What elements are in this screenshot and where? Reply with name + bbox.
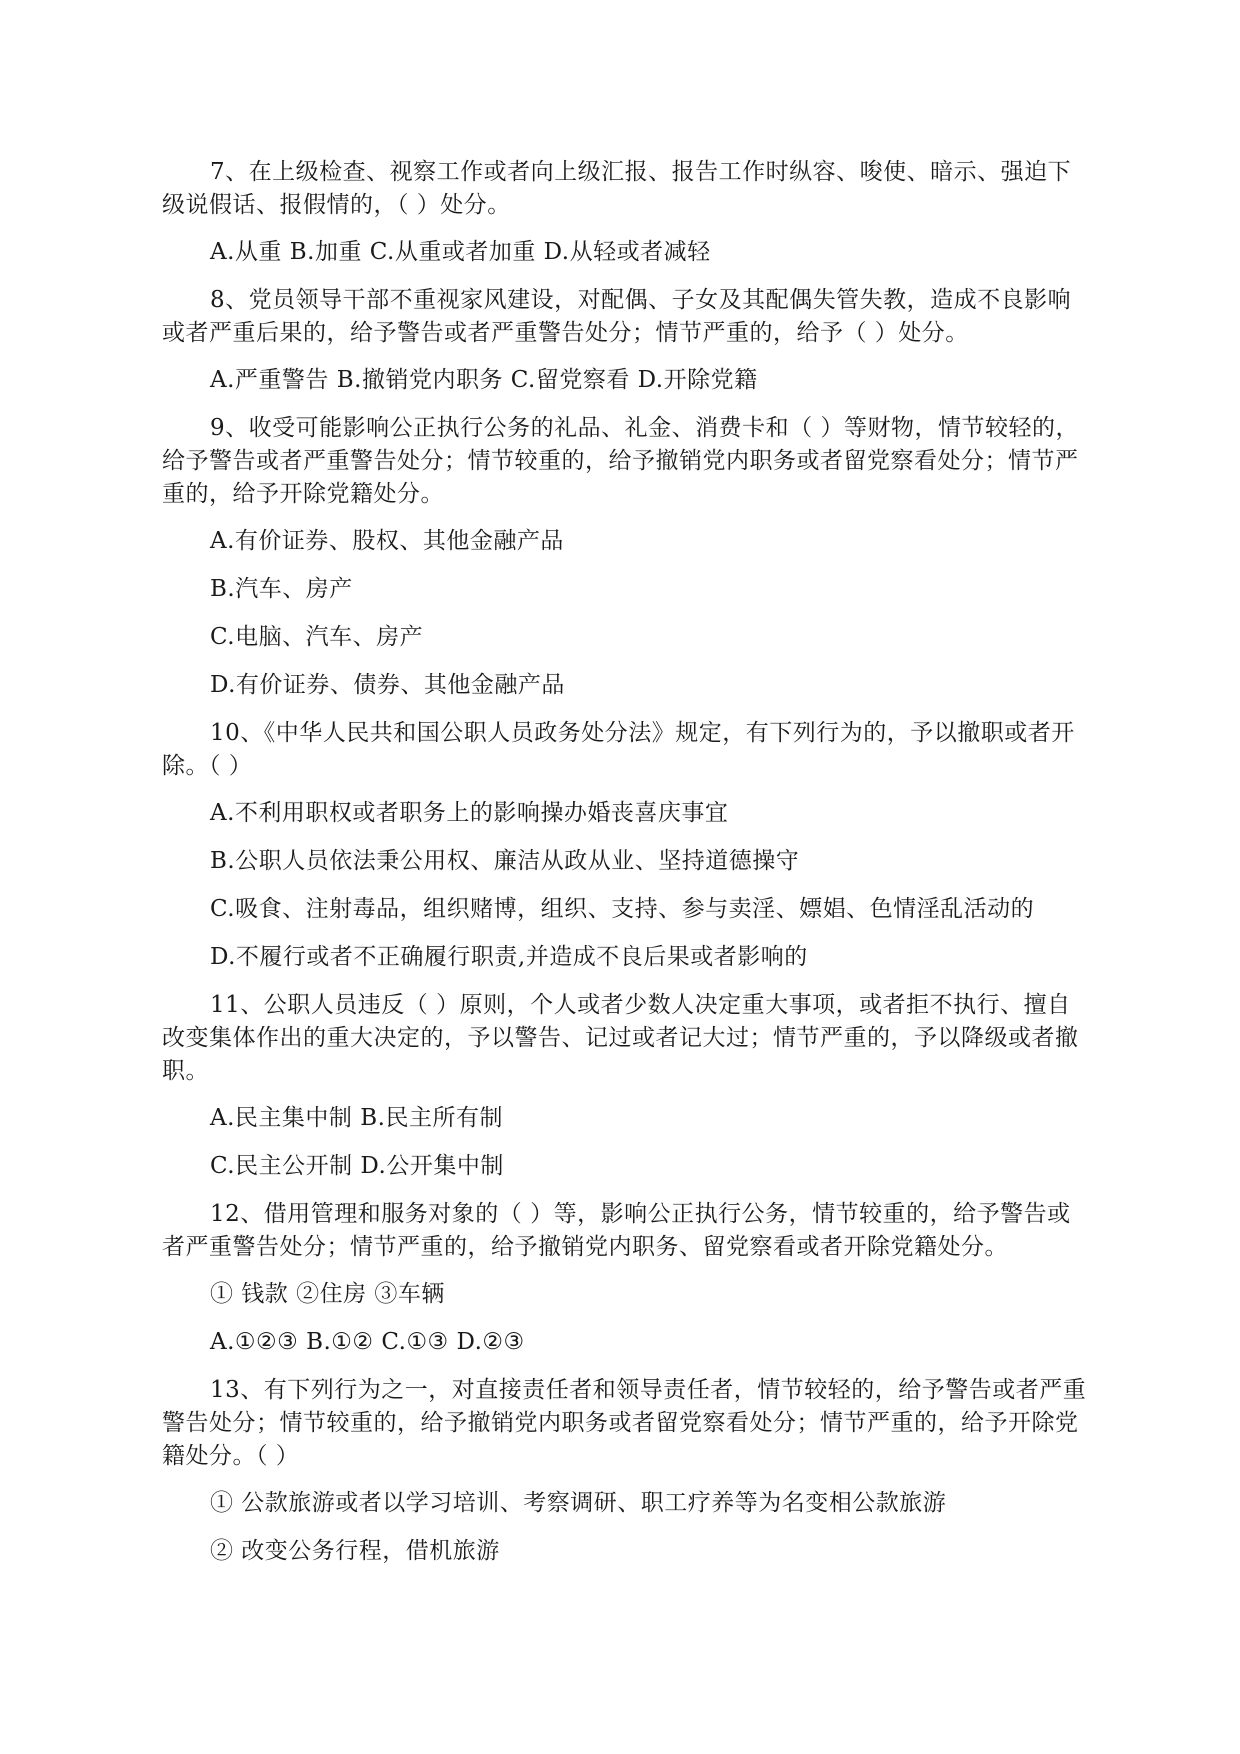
question-12: 12、借用管理和服务对象的（ ）等，影响公正执行公务，情节较重的，给予警告或者严重警告处分；情节严重的，给予撤销党内职务、留党察看或者开除党籍处分。 (162, 1201, 1071, 1260)
question-7-options: A.从重 B.加重 C.从重或者加重 D.从轻或者减轻 (210, 239, 711, 265)
question-12-items: ① 钱款 ②住房 ③车辆 (210, 1281, 445, 1307)
question-9: 9、收受可能影响公正执行公务的礼品、礼金、消费卡和（ ）等财物，情节较轻的，给予警告或者严重警告处分；情节较重的，给予撤销党内职务或者留党察看处分；情节严重的，给予开除党籍处分。 (162, 415, 1079, 507)
question-10-option-a: A.不利用职权或者职务上的影响操办婚丧喜庆事宜 (210, 800, 729, 826)
question-9-option-c: C.电脑、汽车、房产 (210, 624, 424, 650)
question-12-options: A.①②③ B.①② C.①③ D.②③ (210, 1329, 525, 1355)
question-13-item-2: ② 改变公务行程，借机旅游 (210, 1538, 500, 1564)
question-13: 13、有下列行为之一，对直接责任者和领导责任者，情节较轻的，给予警告或者严重警告处分；情节较重的，给予撤销党内职务或者留党察看处分；情节严重的，给予开除党籍处分。（ ） (162, 1377, 1087, 1469)
question-10: 10、《中华人民共和国公职人员政务处分法》规定，有下列行为的，予以撤职或者开除。（ ） (162, 720, 1075, 779)
question-9-option-b: B.汽车、房产 (210, 576, 353, 602)
document-body (162, 156, 1092, 1583)
question-11-options-cd: C.民主公开制 D.公开集中制 (210, 1153, 504, 1179)
question-10-option-c: C.吸食、注射毒品，组织赌博，组织、支持、参与卖淫、嫖娼、色情淫乱活动的 (210, 896, 1035, 922)
question-13-item-1: ① 公款旅游或者以学习培训、考察调研、职工疗养等为名变相公款旅游 (210, 1490, 947, 1516)
question-9-option-a: A.有价证券、股权、其他金融产品 (210, 528, 564, 554)
question-11: 11、公职人员违反（ ）原则，个人或者少数人决定重大事项，或者拒不执行、擅自改变集体作出的重大决定的，予以警告、记过或者记大过；情节严重的，予以降级或者撤职。 (162, 992, 1079, 1084)
question-8-options: A.严重警告 B.撤销党内职务 C.留党察看 D.开除党籍 (210, 367, 758, 393)
question-10-option-b: B.公职人员依法秉公用权、廉洁从政从业、坚持道德操守 (210, 848, 800, 874)
question-7: 7、在上级检查、视察工作或者向上级汇报、报告工作时纵容、唆使、暗示、强迫下级说假话、报假情的，（ ）处分。 (162, 159, 1072, 218)
question-9-option-d: D.有价证券、债券、其他金融产品 (210, 672, 565, 698)
question-8: 8、党员领导干部不重视家风建设，对配偶、子女及其配偶失管失教，造成不良影响或者严重后果的，给予警告或者严重警告处分；情节严重的，给予（ ）处分。 (162, 287, 1072, 346)
question-11-options-ab: A.民主集中制 B.民主所有制 (210, 1105, 503, 1131)
question-10-option-d: D.不履行或者不正确履行职责,并造成不良后果或者影响的 (210, 944, 808, 970)
